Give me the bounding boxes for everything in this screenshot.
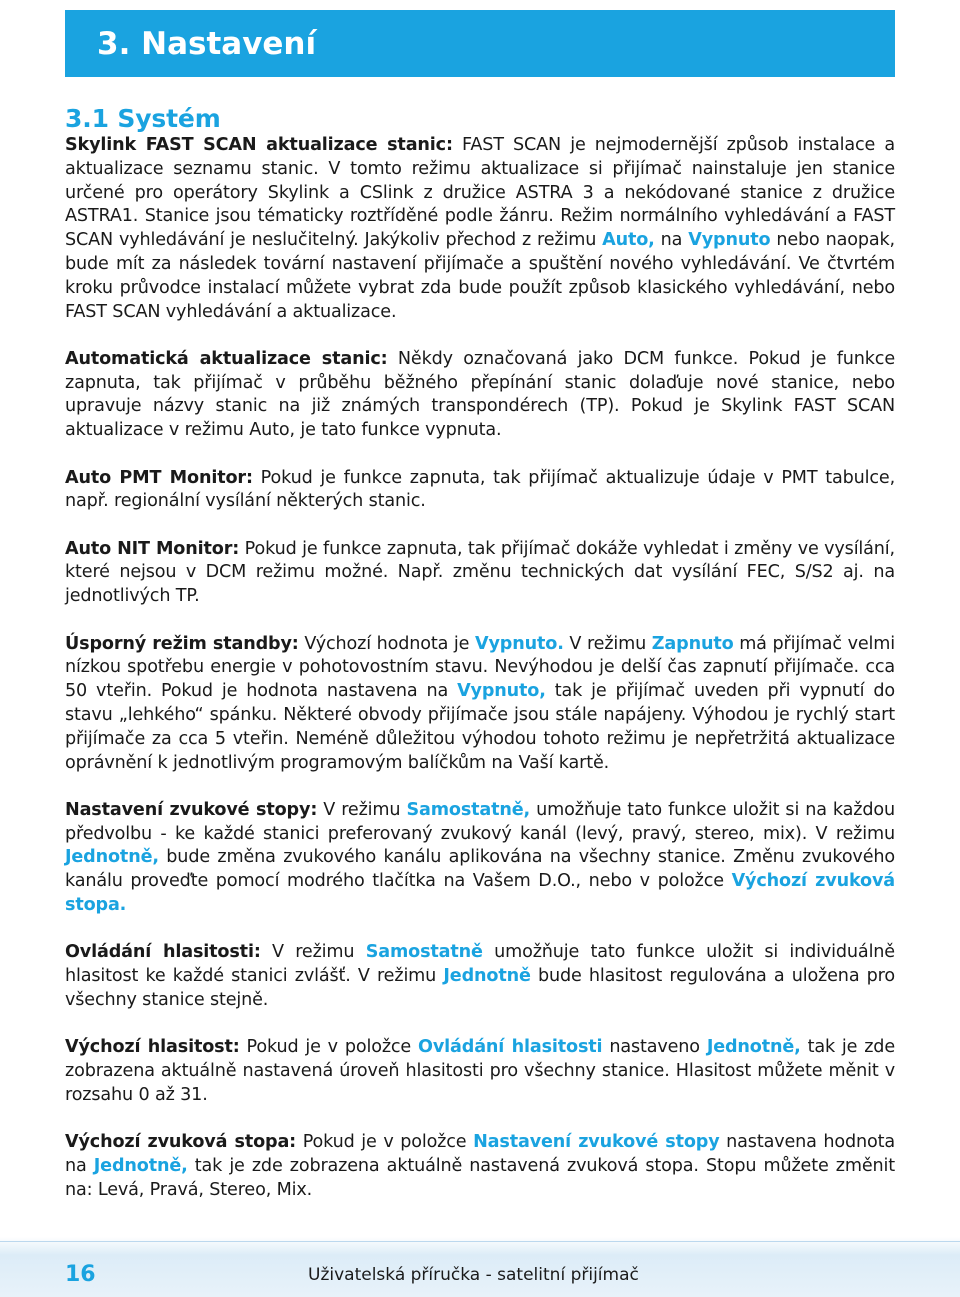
highlighted-term: Nastavení zvukové stopy: [473, 1132, 720, 1153]
paragraph-text: FAST SCAN je nejmodernější způsob instalace a aktualizace seznamu stanic. V tomto režimu aktualizace si přijímač nainstaluje jen stanice určené pro operátory Skylink a CSlink z družice ASTRA 3 a nekódované stanice z družice ASTRA1. Stanice jsou tématicky roztříděné podle žánru. Režim normálního vyhledávání a FAST SCAN vyhledávání je neslučitelný. Jakýkoliv přechod z režimu: [65, 135, 895, 251]
chapter-title: 3. Nastavení: [97, 26, 317, 62]
section-title: 3.1 Systém: [65, 104, 221, 133]
setting-label: Úsporný režim standby:: [65, 633, 299, 654]
paragraph-text: nastavena hodnota na: [65, 1132, 896, 1176]
paragraph: [65, 941, 895, 1012]
setting-label: Auto PMT Monitor:: [65, 467, 253, 488]
paragraph-text: Pokud je funkce zapnuta, tak přijímač dokáže vyhledat i změny ve vysílání, které nejsou v DCM režimu možné. Např. změnu technických dat vysílání FEC, S/S2 aj. na jednotlivých TP.: [65, 538, 895, 607]
paragraph-text: umožňuje tato funkce uložit si individuálně hlasitost ke každé stanici zvlášť. V režimu: [65, 942, 895, 987]
highlighted-term: Výchozí zvuková stopa.: [65, 871, 895, 916]
paragraph-text: tak je zde zobrazena aktuálně nastavená zvuková stopa. Stopu můžete změnit na: Levá, Pravá, Stereo, Mix.: [65, 1155, 896, 1200]
paragraph: [65, 1131, 895, 1202]
highlighted-term: Vypnuto: [688, 230, 771, 251]
setting-label: Výchozí zvuková stopa:: [65, 1132, 297, 1153]
paragraph-text: Někdy označovaná jako DCM funkce. Pokud je funkce zapnuta, tak přijímač v průběhu běžného přepínání stanic dolaďuje nové stanice, nebo upravuje názvy stanic na již známých transpondérech (TP). Pokud je Skylink FAST SCAN aktualizace v režimu Auto, je tato funkce vypnuta.: [65, 348, 895, 441]
highlighted-term: Jednotně,: [706, 1037, 801, 1058]
setting-label: Výchozí hlasitost:: [65, 1037, 240, 1058]
highlighted-term: Zapnuto: [651, 633, 734, 654]
highlighted-term: Jednotně,: [93, 1155, 188, 1176]
highlighted-term: Jednotně,: [65, 847, 159, 868]
paragraph: [65, 538, 895, 609]
highlighted-term: Samostatně: [365, 942, 483, 963]
highlighted-term: Vypnuto,: [457, 681, 546, 702]
page-number: 16: [65, 1262, 96, 1287]
paragraph-text: V režimu: [317, 799, 407, 820]
paragraph-text: Pokud je v položce: [296, 1132, 474, 1153]
highlighted-term: Jednotně: [443, 966, 531, 987]
paragraph-text: Pokud je v položce: [239, 1037, 419, 1058]
setting-label: Nastavení zvukové stopy:: [65, 799, 318, 820]
page-content: [65, 104, 895, 1226]
paragraph-text: umožňuje tato funkce uložit si na každou předvolbu - ke každé stanici preferovaný zvukový kanál (levý, pravý, stereo, mix). V režimu: [65, 799, 895, 844]
paragraph-text: nebo naopak, bude mít za následek tovární nastavení přijímače a spuštění nového vyhledávání. Ve čtvrtém kroku průvodce instalací můžete vybrat zda bude použít způsob klasického vyhledávání, nebo FAST SCAN vyhledávání a aktualizace.: [65, 230, 895, 322]
paragraph: [65, 1036, 895, 1107]
paragraph-text: má přijímač velmi nízkou spotřebu energie v pohotovostním stavu. Nevýhodou je delší čas zapnutí přijímače. cca 50 vteřin. Pokud je hodnota nastavena na: [65, 633, 895, 702]
paragraph-text: Pokud je funkce zapnuta, tak přijímač aktualizuje údaje v PMT tabulce, např. regionální vysílání některých stanic.: [65, 467, 896, 512]
footer-title: Uživatelská příručka - satelitní přijímač: [308, 1265, 639, 1285]
paragraph: [65, 633, 895, 776]
highlighted-term: Samostatně,: [406, 799, 531, 820]
paragraph-text: tak je zde zobrazena aktuálně nastavená úroveň hlasitosti pro všechny stanice. Hlasitost můžete měnit v rozsahu 0 až 31.: [65, 1037, 895, 1105]
setting-label: Skylink FAST SCAN aktualizace stanic:: [65, 135, 453, 155]
highlighted-term: Ovládání hlasitosti: [418, 1037, 603, 1058]
highlighted-term: Auto,: [602, 230, 655, 251]
paragraph: [65, 348, 895, 443]
setting-label: Ovládání hlasitosti:: [65, 942, 261, 963]
paragraph-list: [65, 134, 895, 1202]
setting-label: Auto NIT Monitor:: [65, 538, 240, 559]
chapter-header-bar: [65, 10, 895, 77]
highlighted-term: Vypnuto.: [475, 633, 564, 654]
paragraph-text: bude změna zvukového kanálu aplikována na všechny stanice. Změnu zvukového kanálu proveďte pomocí modrého tlačítka na Vašem D.O., nebo v položce: [65, 847, 895, 892]
paragraph-text: Výchozí hodnota je: [298, 633, 476, 654]
paragraph-text: V režimu: [563, 633, 652, 654]
paragraph-text: tak je přijímač uveden při vypnutí do stavu „lehkého“ spánku. Některé obvody přijímače jsou stále napájeny. Výhodou je rychlý start přijímače za cca 5 vteřin. Neméně důležitou výhodou tohoto režimu je nepřetržitá aktualizace oprávnění k jednotlivým programovým balíčkům na Vaší kartě.: [65, 681, 895, 773]
setting-label: Automatická aktualizace stanic:: [65, 348, 388, 369]
paragraph-text: V režimu: [260, 942, 366, 963]
paragraph: [65, 467, 895, 515]
paragraph: [65, 799, 895, 918]
paragraph-text: nastaveno: [602, 1037, 707, 1058]
paragraph-text: bude hlasitost regulována a uložena pro všechny stanice stejně.: [65, 966, 895, 1010]
paragraph-text: na: [654, 230, 689, 251]
paragraph: [65, 134, 895, 324]
